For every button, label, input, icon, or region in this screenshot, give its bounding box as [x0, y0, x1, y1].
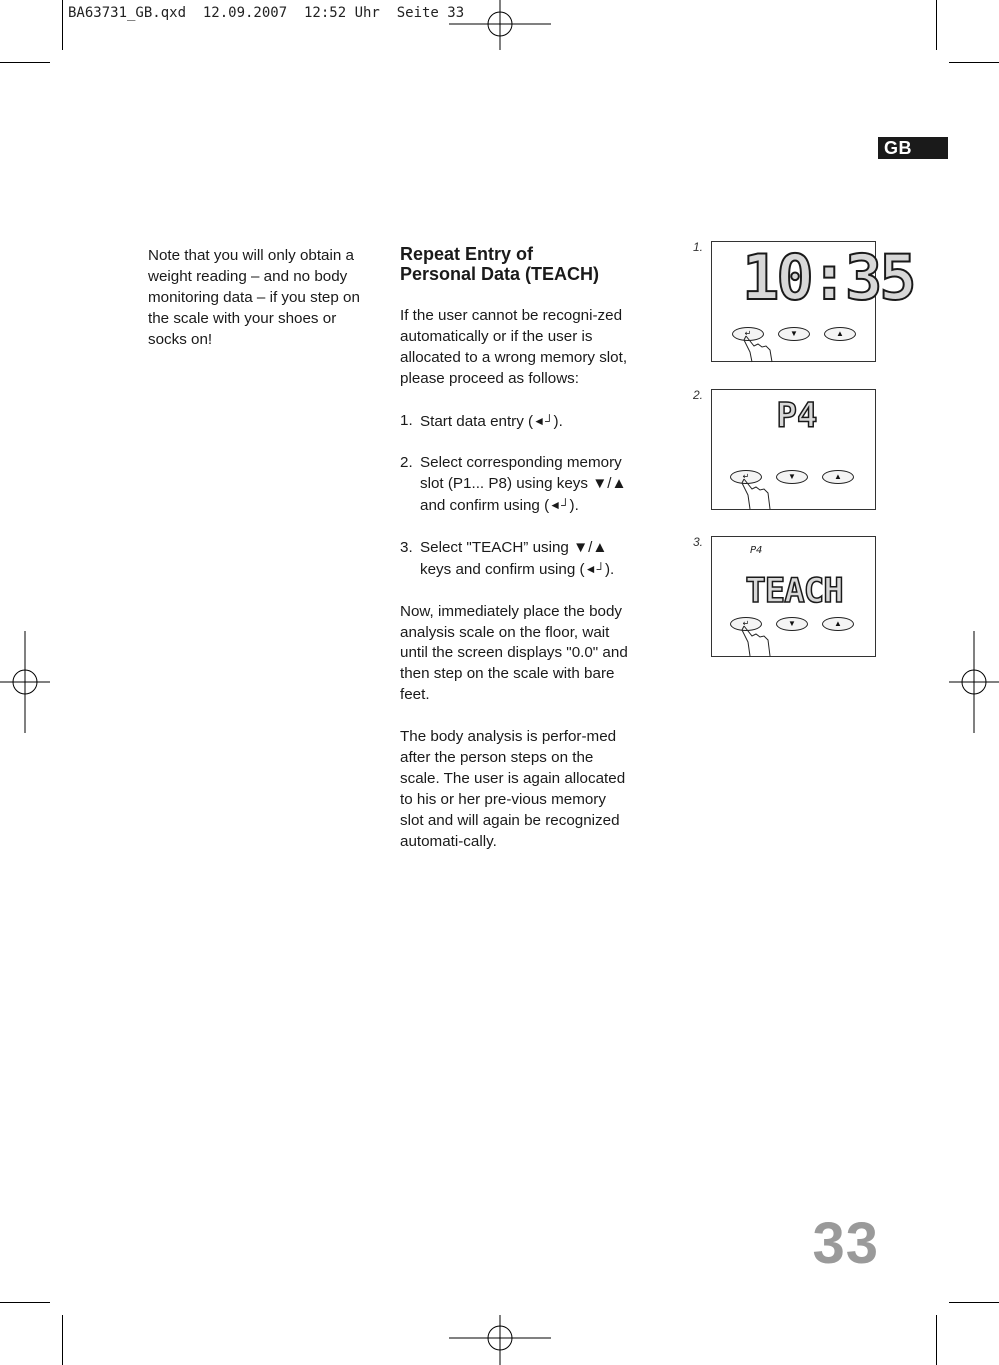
step-text-start: Select corresponding memory slot (P1... P8) using keys ▼/▲ and confirm using ( — [420, 454, 627, 515]
step-text — [420, 538, 632, 581]
registration-mark-left — [0, 631, 50, 733]
lcd-teach-readout: TEACH — [745, 571, 843, 611]
step-text-start: Select "TEACH” using ▼/▲ keys and confirm using ( — [420, 538, 608, 578]
figure-label: 1. — [693, 240, 704, 254]
lcd-memory-slot-small: P4 — [750, 545, 763, 556]
up-button: ▲ — [824, 327, 856, 341]
registration-mark-right — [949, 631, 999, 733]
heading-line-1: Repeat Entry of — [400, 244, 534, 264]
scale-display-figure — [711, 389, 876, 510]
pointing-hand-icon — [738, 624, 778, 656]
down-button: ▼ — [776, 617, 808, 631]
step-text-end: ). — [553, 412, 563, 430]
enter-button: ↵ — [732, 327, 764, 341]
page-number: 33 — [812, 1211, 879, 1276]
intro-paragraph: If the user cannot be recogni-zed automatically or if the user is allocated to a wrong memory slot, please proceed as follows: — [400, 307, 628, 387]
placement-paragraph: Now, immediately place the body analysis scale on the floor, wait until the screen displays "0.0" and then step on the scale with bare feet. — [400, 602, 628, 704]
scale-display-figure — [711, 241, 914, 362]
step-text — [420, 411, 632, 433]
language-tab: GB — [878, 137, 948, 159]
heading-line-2: Personal Data (TEACH) — [400, 264, 600, 284]
pointing-hand-icon — [740, 334, 780, 362]
step-text-end: ). — [569, 497, 579, 515]
registration-mark-top — [449, 0, 551, 50]
figure-label: 2. — [693, 388, 704, 402]
enter-key-icon: ◄┘ — [584, 561, 605, 576]
step-number: 2. — [400, 454, 413, 472]
footwear-note: Note that you will only obtain a weight reading – and no body monitoring data – if you step on the scale with your shoes or socks on! — [148, 247, 360, 348]
enter-button: ↵ — [730, 470, 762, 484]
crop-mark — [936, 1315, 937, 1365]
step-number: 1. — [400, 411, 413, 429]
section-heading — [400, 244, 632, 284]
up-button: ▲ — [822, 470, 854, 484]
scale-display-figure — [711, 536, 876, 657]
crop-mark — [0, 62, 50, 63]
enter-key-icon: ◄┘ — [549, 498, 570, 513]
step-item — [400, 453, 632, 517]
lcd-time-readout: 10:35 — [742, 241, 914, 314]
step-item — [400, 538, 632, 581]
crop-mark — [949, 1302, 999, 1303]
registration-mark-bottom — [449, 1315, 551, 1365]
down-button: ▼ — [776, 470, 808, 484]
analysis-paragraph: The body analysis is perfor-med after the person steps on the scale. The user is again allocated to his or her pre-vious memory slot and will again be recognized automati-cally. — [400, 728, 626, 850]
step-text-start: Start data entry ( — [420, 412, 534, 430]
step-number: 3. — [400, 538, 413, 556]
figure-label: 3. — [693, 535, 704, 549]
crop-mark — [936, 0, 937, 50]
step-item — [400, 411, 632, 433]
enter-key-icon: ◄┘ — [533, 413, 554, 428]
crop-mark — [949, 62, 999, 63]
down-button: ▼ — [778, 327, 810, 341]
up-button: ▲ — [822, 617, 854, 631]
step-text-end: ). — [605, 560, 615, 578]
enter-button: ↵ — [730, 617, 762, 631]
pointing-hand-icon — [738, 477, 778, 509]
left-column — [148, 246, 373, 371]
main-column — [400, 244, 632, 873]
print-slug-line: BA63731_GB.qxd 12.09.2007 12:52 Uhr Seite 33 — [68, 5, 465, 21]
step-text — [420, 453, 632, 517]
crop-mark — [62, 1315, 63, 1365]
crop-mark — [0, 1302, 50, 1303]
crop-mark — [62, 0, 63, 50]
lcd-memory-slot: P4 — [776, 396, 818, 436]
